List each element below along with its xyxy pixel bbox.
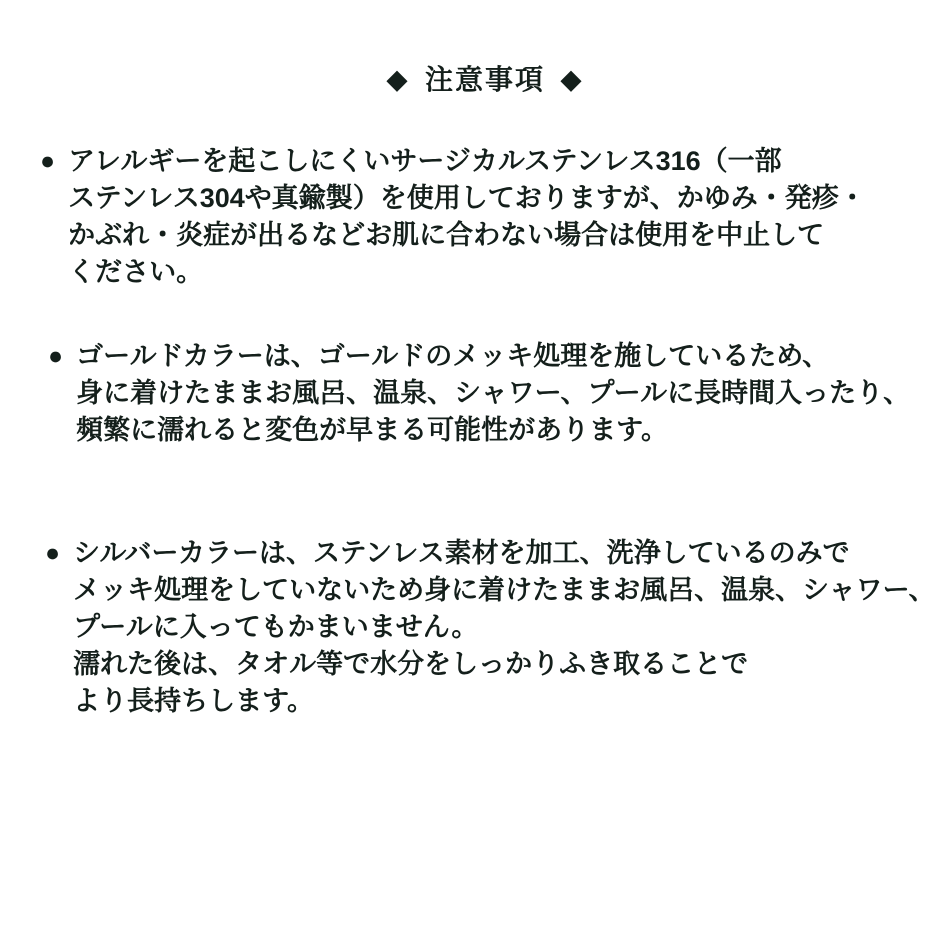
- diamond-icon-left: ◆: [386, 64, 409, 94]
- notice-line: 身に着けたままお風呂、温泉、シャワー、プールに長時間入ったり、: [76, 378, 911, 408]
- notice-line: かぶれ・炎症が出るなどお肌に合わない場合は使用を中止して: [68, 220, 825, 250]
- notice-item-gold-color: [48, 338, 930, 449]
- notice-line: ゴールドカラーは、ゴールドのメッキ処理を施しているため、: [76, 341, 830, 371]
- diamond-icon-right: ◆: [561, 64, 583, 94]
- notice-line: アレルギーを起こしにくいサージカルステンレス316（一部: [68, 146, 782, 176]
- page-title-text: 注意事項: [424, 64, 545, 95]
- notice-line: 頻繁に濡れると変色が早まる可能性があります。: [76, 415, 668, 445]
- bullet-icon: ●: [45, 539, 61, 567]
- page-title: [40, 60, 930, 99]
- notice-line: プールに入ってもかまいません。: [73, 612, 479, 642]
- notice-line: 濡れた後は、タオル等で水分をしっかりふき取ることで: [73, 649, 749, 679]
- notice-line: ステンレス304や真鍮製）を使用しておりますが、かゆみ・発疹・: [68, 183, 866, 213]
- notice-text-allergy: [68, 143, 930, 291]
- bullet-icon: ●: [40, 147, 56, 175]
- notice-line: メッキ処理をしていないため身に着けたままお風呂、温泉、シャワー、: [73, 575, 936, 605]
- notice-line: ください。: [68, 257, 204, 287]
- bullet-icon: ●: [48, 342, 64, 370]
- notice-line: より長持ちします。: [73, 686, 314, 716]
- notice-text-gold-color: [76, 338, 930, 449]
- notice-item-allergy: [40, 143, 930, 291]
- notice-line: シルバーカラーは、ステンレス素材を加工、洗浄しているのみで: [73, 538, 850, 568]
- notice-text-silver-color: [73, 535, 936, 720]
- notice-item-silver-color: [45, 535, 936, 720]
